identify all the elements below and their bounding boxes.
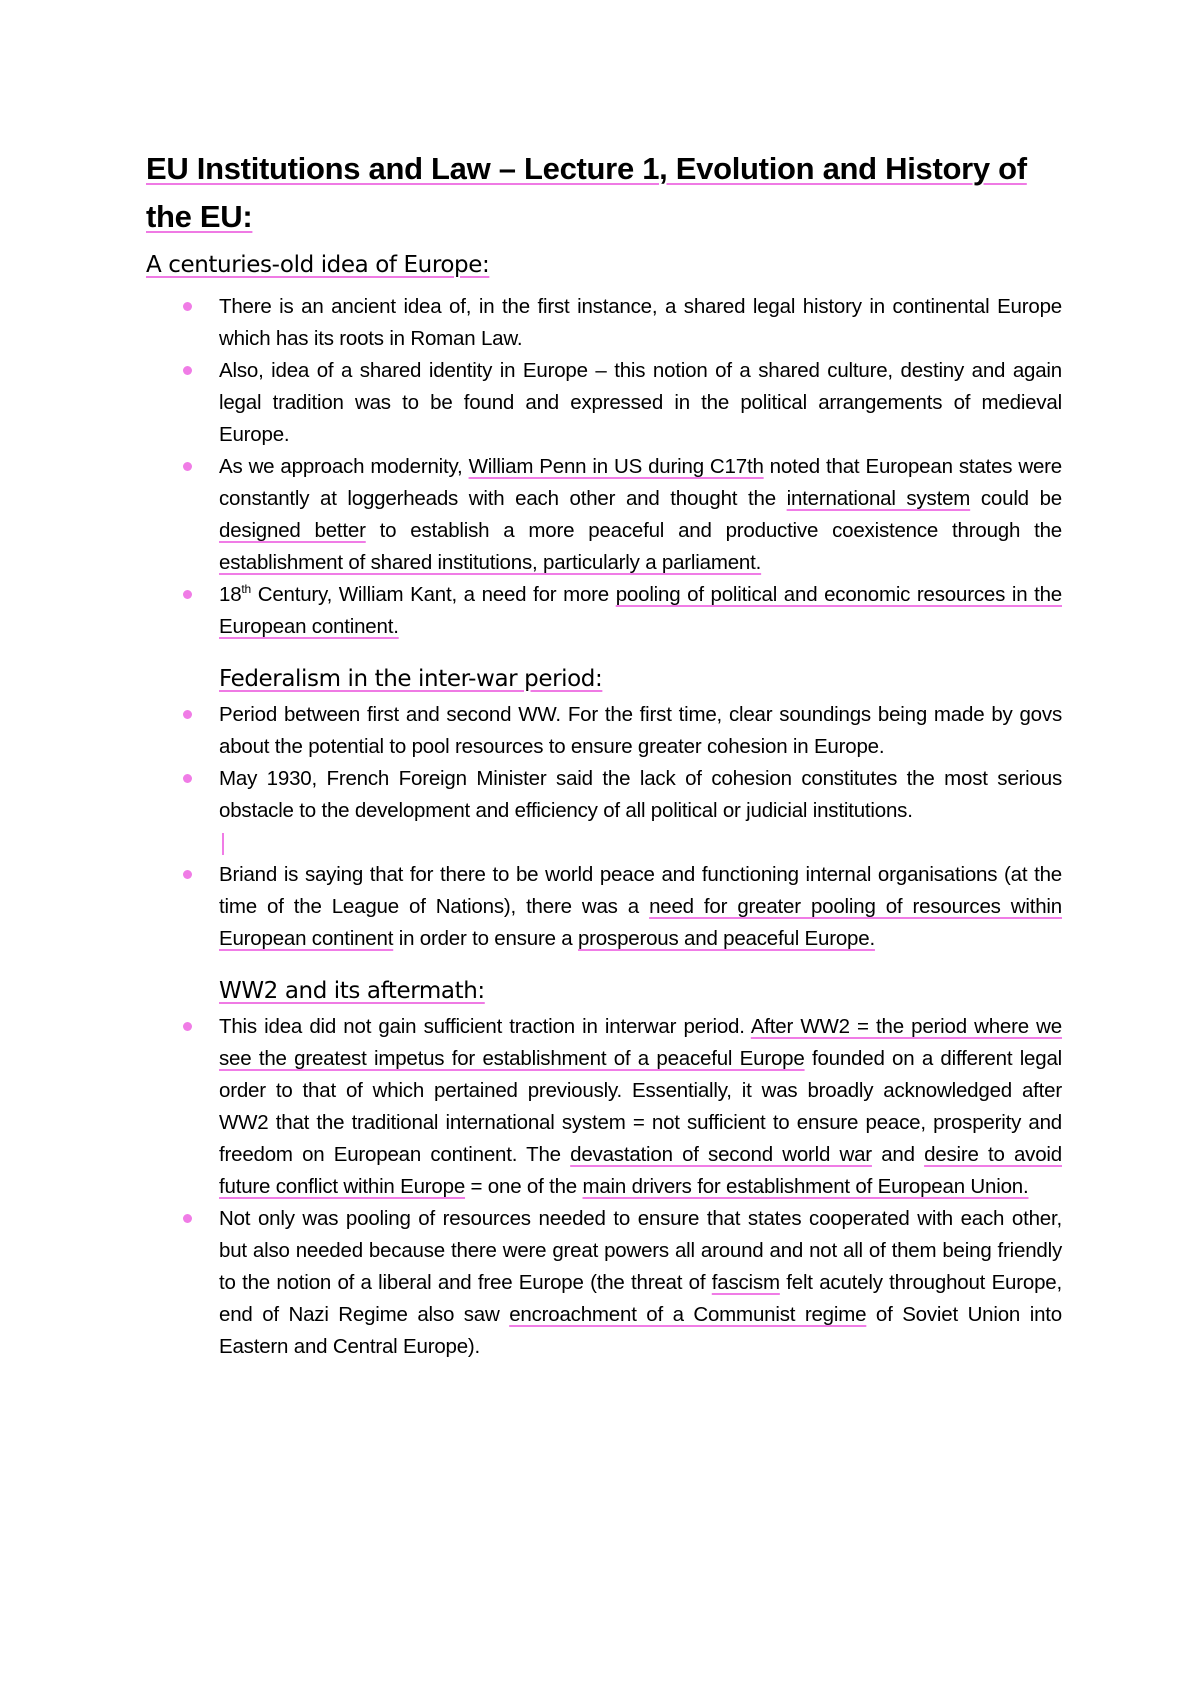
bullet-icon [183,870,192,879]
bullet-text: noted that European states were constantly at loggerheads with each other and thought the [219,455,1062,510]
bullet-text: There is an ancient idea of, in the first instance, a shared legal history in continental Europe which has its roots in Roman Law. [219,295,1062,350]
bullet-text: 18 [219,583,242,606]
bullet-text: As we approach modernity, [219,455,469,478]
underlined-text: international system [786,487,971,510]
bullet-icon [183,774,192,783]
underlined-text: After WW2 = the period where we see the greatest impetus for establishment of a peaceful Europe [219,1015,1062,1070]
bullet-text: and [871,1143,925,1166]
list-item [146,859,1062,955]
bullet-text: May 1930, French Foreign Minister said the lack of cohesion constitutes the most serious obstacle to the development and efficiency of all political or judicial institutions. [219,767,1062,822]
bullet-list-ww2 [146,1011,1062,1363]
list-item [146,355,1062,451]
bullet-icon [183,302,192,311]
list-item [146,1011,1062,1203]
bullet-text: felt acutely throughout Europe, end of Nazi Regime also saw [219,1271,1062,1326]
bullet-icon [183,462,192,471]
list-item [146,699,1062,763]
document-body [146,145,1062,1363]
underlined-text: fascism [711,1271,780,1294]
bullet-text: could be [970,487,1062,510]
bullet-icon [183,710,192,719]
superscript-text: th [241,582,252,597]
underlined-text: pooling of political and economic resources in the European continent. [219,583,1062,638]
list-item [146,451,1062,579]
bullet-text: = one of the [465,1175,583,1198]
document-title [146,145,1062,241]
underlined-text: encroachment of a Communist regime [509,1303,867,1326]
bullet-list-inter-war-continued [146,859,1062,955]
bullet-icon [183,366,192,375]
text-cursor-line[interactable] [146,827,1062,859]
list-item [146,291,1062,355]
bullet-text: Not only was pooling of resources needed to ensure that states cooperated with each other, but also needed because there were great powers all around and not all of them being friendly to the notion of a liberal and free Europe (the threat of [219,1207,1062,1294]
underlined-text: desire to avoid future conflict within Europe [219,1143,1062,1198]
section-heading-inter-war: Federalism in the inter-war period: [219,666,603,692]
bullet-text: Also, idea of a shared identity in Europe – this notion of a shared culture, destiny and again legal tradition was to be found and expressed in the political arrangements of medieval Europe. [219,359,1062,446]
underlined-text: prosperous and peaceful Europe. [577,927,875,950]
document-title-text: EU Institutions and Law – Lecture 1, Evolution and History of the EU: [146,151,1027,234]
underlined-text: main drivers for establishment of European Union. [582,1175,1029,1198]
bullet-text: of Soviet Union into Eastern and Central Europe). [219,1303,1062,1358]
underlined-text: devastation of second world war [570,1143,872,1166]
underlined-text: need for greater pooling of resources within European continent [219,895,1062,950]
bullet-text: in order to ensure a [393,927,578,950]
bullet-icon [183,1022,192,1031]
section-heading-centuries-old: A centuries-old idea of Europe: [146,252,490,278]
bullet-list-inter-war [146,699,1062,827]
bullet-text: Period between first and second WW. For the first time, clear soundings being made by govs about the potential to pool resources to ensure greater cohesion in Europe. [219,703,1062,758]
underlined-text: establishment of shared institutions, particularly a parliament. [219,551,762,574]
bullet-text: Century, William Kant, a need for more [251,583,616,606]
bullet-list-centuries-old [146,291,1062,643]
list-item [146,763,1062,827]
bullet-text: This idea did not gain sufficient traction in interwar period. [219,1015,751,1038]
underlined-text: designed better [219,519,366,542]
list-item [146,579,1062,643]
text-cursor [222,833,224,855]
bullet-text: Briand is saying that for there to be world peace and functioning internal organisations (at the time of the League of Nations), there was a [219,863,1062,918]
bullet-text: to establish a more peaceful and productive coexistence through the [365,519,1062,542]
bullet-icon [183,1214,192,1223]
bullet-text: founded on a different legal order to that of which pertained previously. Essentially, it was broadly acknowledged after WW2 that the traditional international system = not sufficient to ensure peace, prosperity and freedom on European continent. The [219,1047,1063,1166]
section-heading-ww2: WW2 and its aftermath: [219,978,485,1004]
bullet-icon [183,590,192,599]
underlined-text: William Penn in US during C17th [468,455,764,478]
list-item [146,1203,1062,1363]
